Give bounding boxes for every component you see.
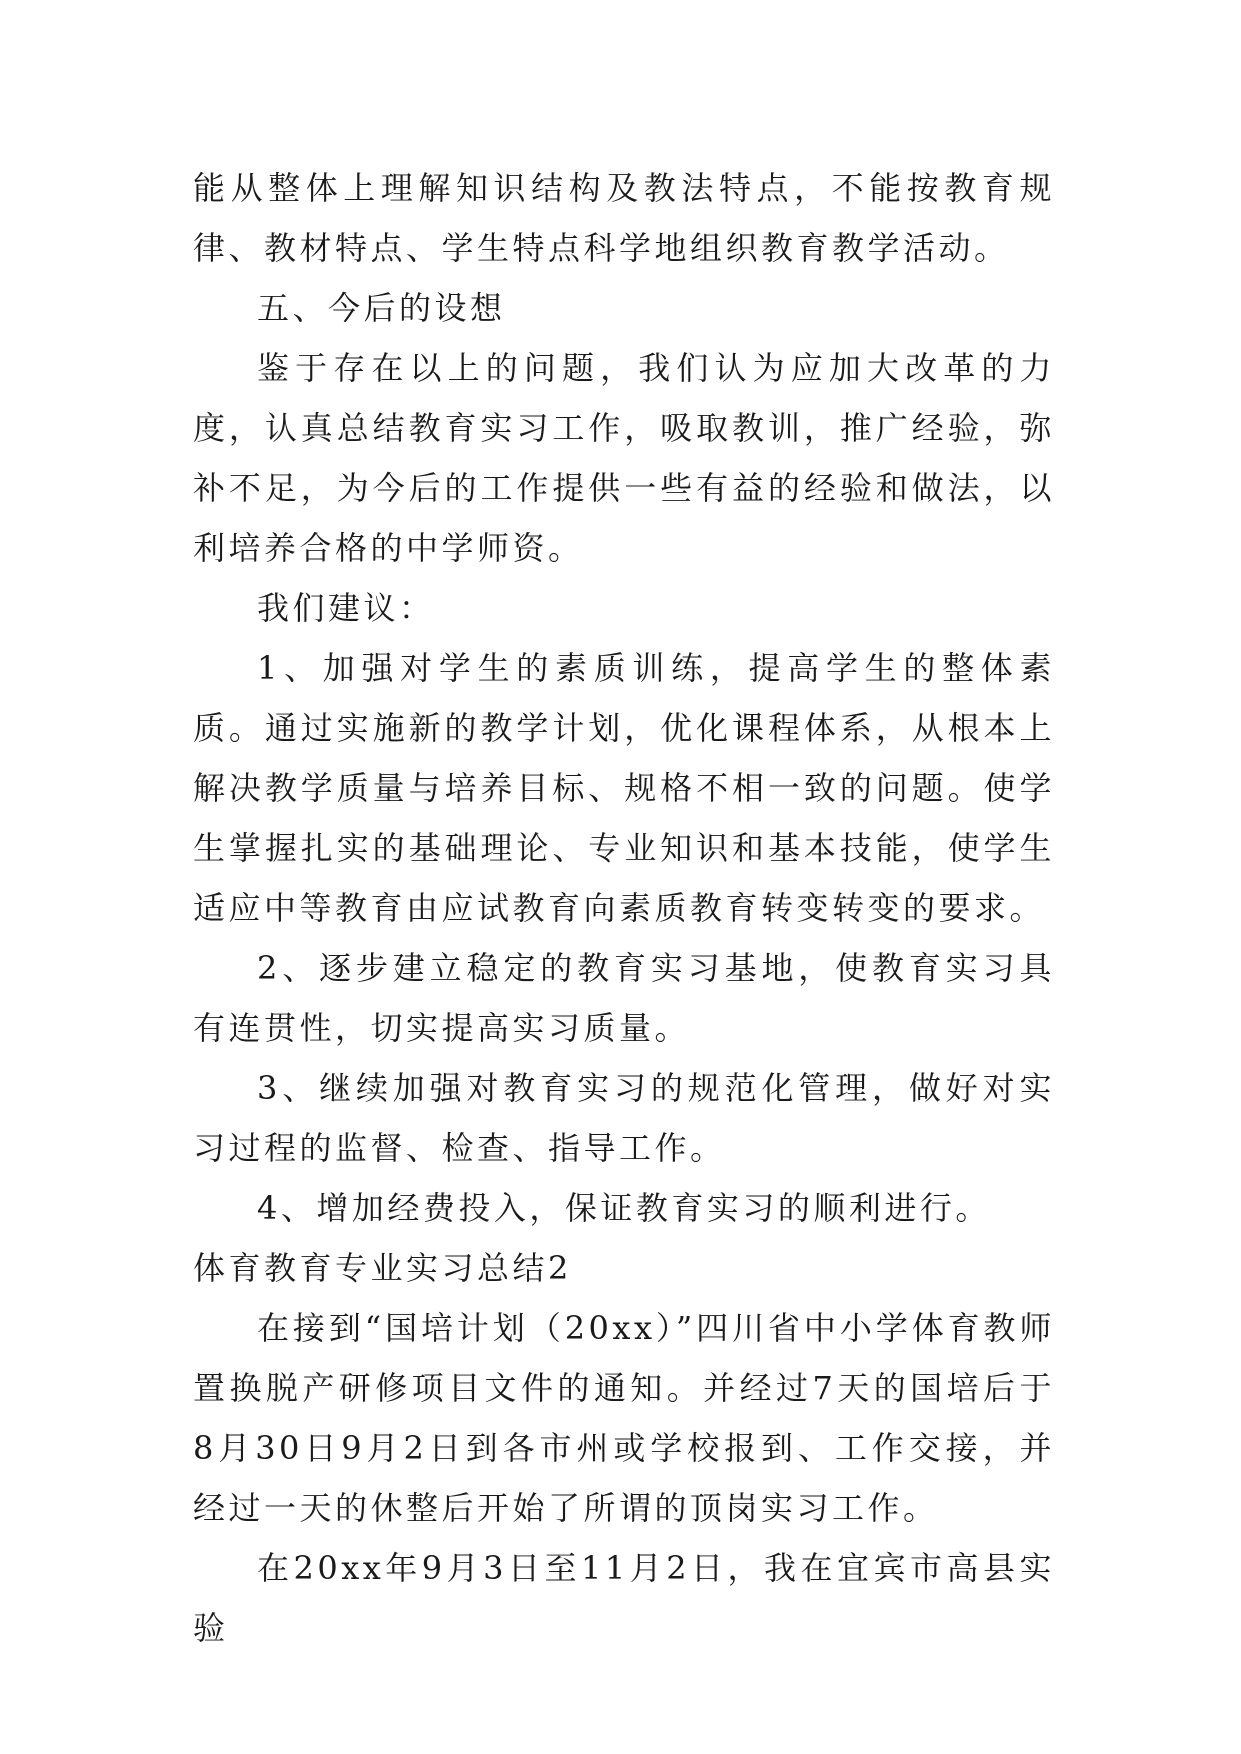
- paragraph-10: 在接到“国培计划（20xx）”四川省中小学体育教师置换脱产研修项目文件的通知。并经过7天的国培后于8月30日9月2日到各市州或学校报到、工作交接，并经过一天的休整后开始了所谓的顶岗实习工作。: [193, 1309, 1055, 1527]
- suggestion-1: 1、加强对学生的素质训练，提高学生的整体素质。通过实施新的教学计划，优化课程体系，从根本上解决教学质量与培养目标、规格不相一致的问题。使学生掌握扎实的基础理论、专业知识和基本技能，使学生适应中等教育由应试教育向素质教育转变转变的要求。: [193, 649, 1055, 927]
- suggestion-3: 3、继续加强对教育实习的规范化管理，做好对实习过程的监督、检查、指导工作。: [193, 1069, 1055, 1167]
- paragraph-3: 鉴于存在以上的问题，我们认为应加大改革的力度，认真总结教育实习工作，吸取教训，推广经验，弥补不足，为今后的工作提供一些有益的经验和做法，以利培养合格的中学师资。: [193, 349, 1055, 567]
- suggestion-4: 4、增加经费投入，保证教育实习的顺利进行。: [257, 1189, 991, 1227]
- suggestion-2: 2、逐步建立稳定的教育实习基地，使教育实习具有连贯性，切实提高实习质量。: [193, 949, 1055, 1047]
- suggestions-heading: 我们建议：: [257, 589, 435, 627]
- document-page: [193, 158, 1055, 1658]
- paragraph-1: 能从整体上理解知识结构及教法特点，不能按教育规律、教材特点、学生特点科学地组织教育教学活动。: [193, 169, 1055, 267]
- section-title-summary-2: 体育教育专业实习总结2: [193, 1249, 572, 1287]
- paragraph-11: 在20xx年9月3日至11月2日，我在宜宾市高县实验: [193, 1549, 1055, 1647]
- section-heading-future-plans: 五、今后的设想: [257, 289, 506, 327]
